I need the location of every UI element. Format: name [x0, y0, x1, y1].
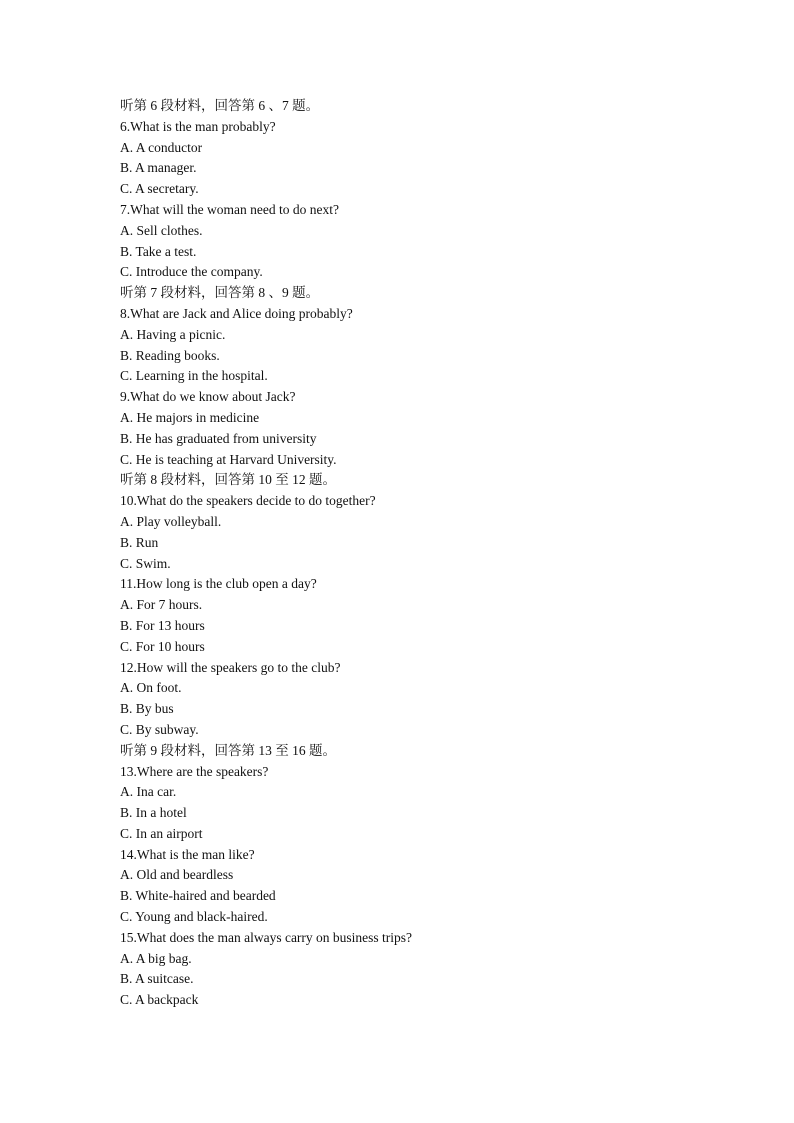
option: C. Swim.	[120, 555, 171, 571]
option: A. Sell clothes.	[120, 222, 203, 238]
option: A. Ina car.	[120, 784, 177, 800]
question-11: 11.How long is the club open a day?	[120, 576, 317, 592]
option: A. A conductor	[120, 139, 203, 155]
option: C. By subway.	[120, 721, 199, 737]
option: B. A manager.	[120, 160, 197, 176]
section-heading: 听第 9 段材料，回答第 13 至 16 题。	[120, 742, 336, 758]
option: C. Introduce the company.	[120, 264, 263, 280]
option: B. Take a test.	[120, 243, 197, 259]
section-heading: 听第 7 段材料，回答第 8 、9 题。	[120, 285, 320, 301]
question-7: 7.What will the woman need to do next?	[120, 201, 339, 217]
option: C. For 10 hours	[120, 638, 205, 654]
option: C. In an airport	[120, 825, 203, 841]
option: B. Reading books.	[120, 347, 220, 363]
option: A. A big bag.	[120, 950, 192, 966]
option: B. He has graduated from university	[120, 430, 317, 446]
question-14: 14.What is the man like?	[120, 846, 255, 862]
option: B. Run	[120, 534, 159, 550]
option: C. He is teaching at Harvard University.	[120, 451, 337, 467]
question-13: 13.Where are the speakers?	[120, 763, 269, 779]
option: B. White-haired and bearded	[120, 888, 276, 904]
option: C. Young and black-haired.	[120, 909, 268, 925]
option: C. A backpack	[120, 992, 199, 1008]
option: A. He majors in medicine	[120, 409, 260, 425]
section-heading: 听第 8 段材料，回答第 10 至 12 题。	[120, 472, 336, 488]
option: A. For 7 hours.	[120, 597, 203, 613]
option: C. A secretary.	[120, 181, 199, 197]
option: B. By bus	[120, 701, 174, 717]
question-8: 8.What are Jack and Alice doing probably?	[120, 305, 353, 321]
document-page	[120, 96, 760, 1011]
section-heading: 听第 6 段材料，回答第 6 、7 题。	[120, 98, 320, 113]
option: B. A suitcase.	[120, 971, 194, 987]
question-15: 15.What does the man always carry on business trips?	[120, 929, 413, 945]
option: B. In a hotel	[120, 805, 187, 821]
option: A. Play volleyball.	[120, 513, 222, 529]
question-12: 12.How will the speakers go to the club?	[120, 659, 341, 675]
question-6: 6.What is the man probably?	[120, 118, 276, 134]
question-10: 10.What do the speakers decide to do together?	[120, 493, 376, 509]
option: A. On foot.	[120, 680, 182, 696]
option: C. Learning in the hospital.	[120, 368, 268, 384]
option: A. Old and beardless	[120, 867, 234, 883]
option: B. For 13 hours	[120, 617, 205, 633]
option: A. Having a picnic.	[120, 326, 226, 342]
question-9: 9.What do we know about Jack?	[120, 389, 296, 405]
